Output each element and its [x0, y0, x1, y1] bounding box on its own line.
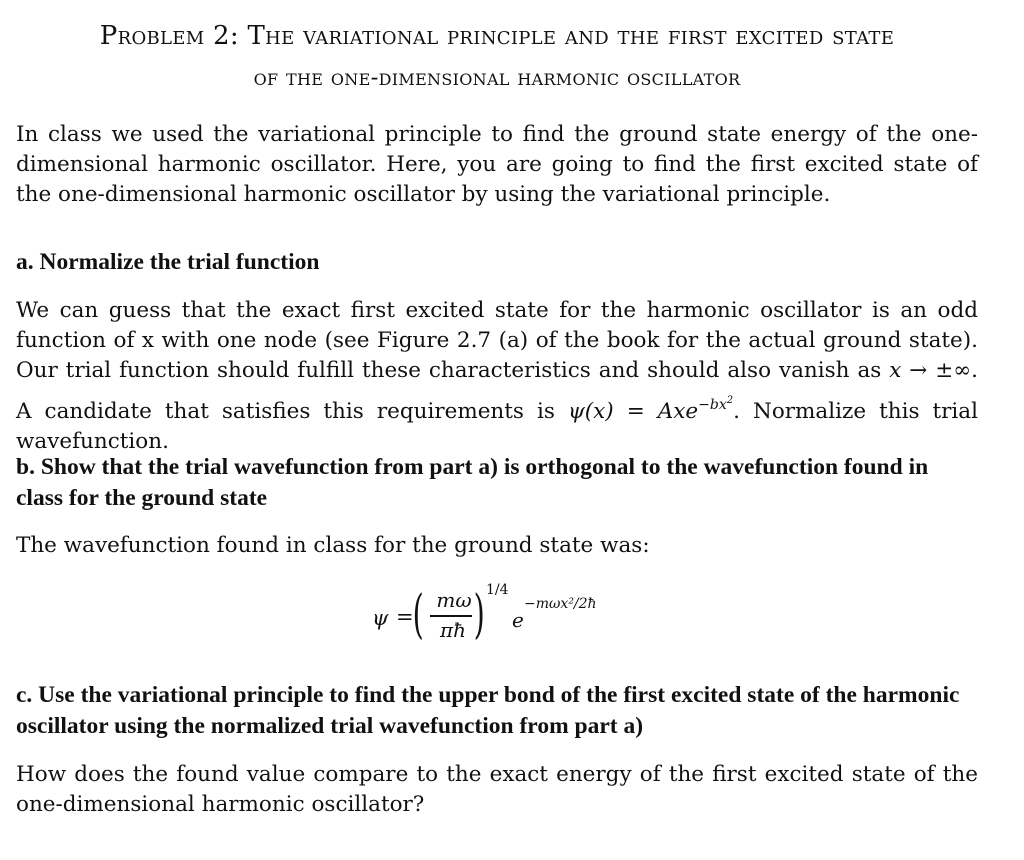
eq-numerator: mω — [436, 588, 472, 612]
intro-paragraph: In class we used the variational principle to find the ground state energy of the one-dimensional harmonic oscillator. Here, you are going to find the first excited state of the one-dimensional harmonic oscillator by using the variational principle. — [16, 122, 978, 207]
ground-state-equation — [368, 582, 628, 652]
part-a-text-middle: . A candidate that satisfies this requirements is — [16, 358, 978, 424]
eq-exponential-base: e — [512, 608, 524, 632]
eq-psi: ψ — [372, 606, 389, 630]
part-a-paragraph — [16, 296, 978, 457]
title-line-1: Problem 2: The variational principle and the first excited state — [99, 21, 895, 51]
part-a-text-before: We can guess that the exact first excited state for the harmonic oscillator is an odd function of x with one node (see Figure 2.7 (a) of the book for the actual ground state). Our trial function should fulfill these characteristics and should also vanish as — [16, 298, 978, 383]
eq-equals-sign: = — [396, 605, 414, 629]
trial-function-lhs: ψ(x) = Axe — [567, 399, 699, 424]
trial-function-exponent — [698, 397, 733, 413]
part-b-heading: b. Show that the trial wavefunction from part a) is orthogonal to the wavefunction found in class for the ground state — [16, 454, 929, 511]
trial-exponent-power: 2 — [726, 395, 734, 406]
title-line-2: of the one-dimensional harmonic oscillator — [253, 65, 741, 91]
eq-denominator: πħ — [439, 618, 467, 642]
part-b-paragraph: The wavefunction found in class for the ground state was: — [16, 533, 650, 558]
eq-left-paren: ( — [412, 585, 424, 645]
limit-expression: x → ±∞ — [889, 358, 972, 383]
eq-power: 1/4 — [486, 582, 509, 598]
eq-exponential-exponent: −mωx²/2ħ — [524, 596, 597, 612]
part-c-paragraph: How does the found value compare to the exact energy of the first excited state of the one-dimensional harmonic oscillator? — [16, 762, 978, 817]
eq-right-paren: ) — [473, 585, 485, 645]
trial-exponent-base: −bx — [698, 397, 727, 413]
part-a-text-after: . Normalize this trial wavefunction. — [16, 399, 979, 454]
part-a-heading: a. Normalize the trial function — [16, 249, 320, 275]
eq-fraction-bar — [430, 615, 472, 617]
part-c-heading: c. Use the variational principle to find the upper bond of the first excited state of the harmonic oscillator using the normalized trial wavefunction from part a) — [16, 682, 960, 739]
